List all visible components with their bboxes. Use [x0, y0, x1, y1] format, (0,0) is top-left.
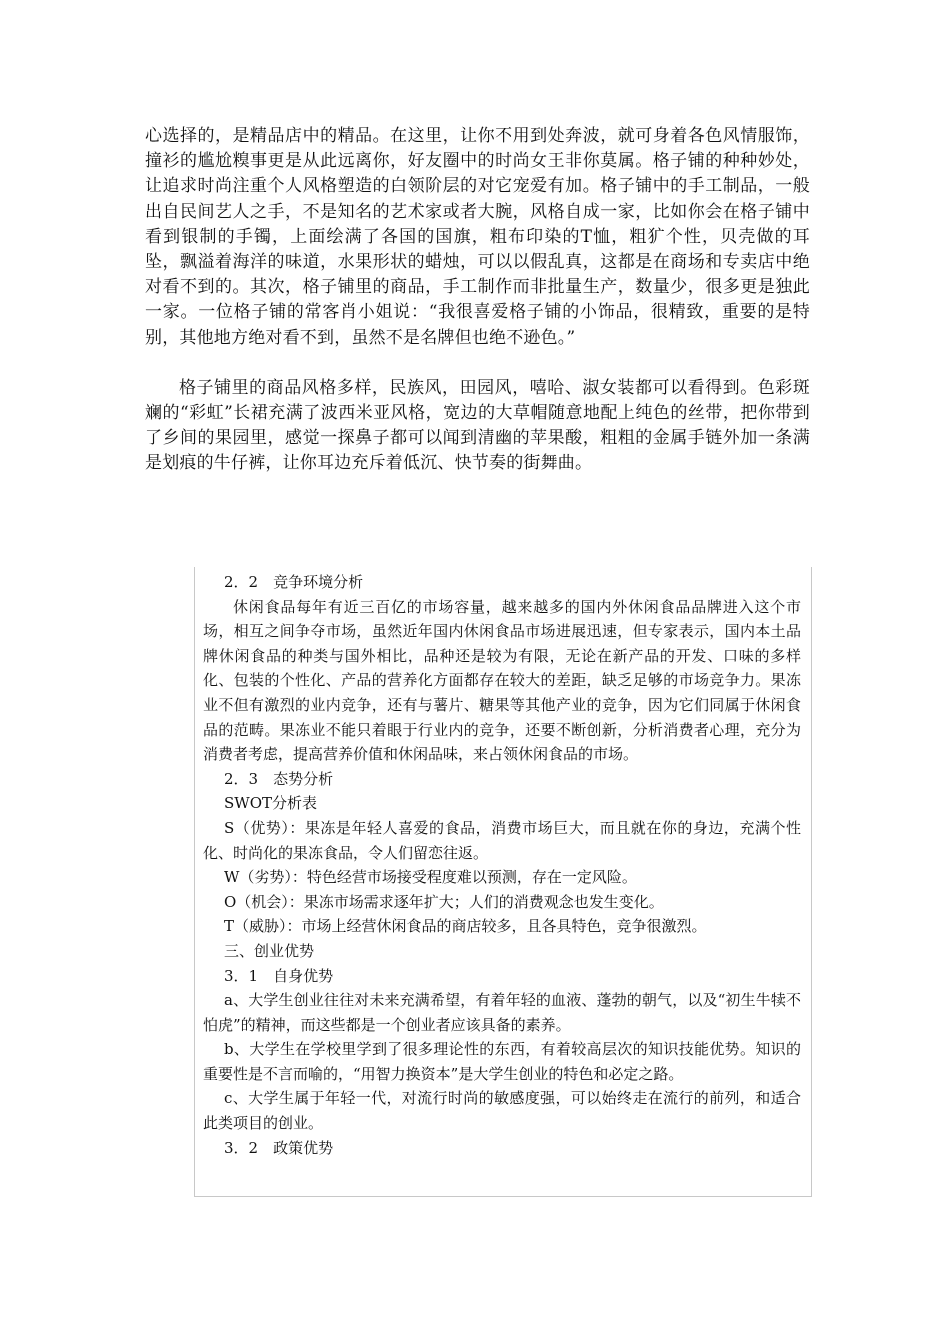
body-paragraph-1: 心选择的，是精品店中的精品。在这里，让你不用到处奔波，就可身着各色风情服饰，撞衫的尴尬糗事更是从此远离你，好友圈中的时尚女王非你莫属。格子铺的种种妙处，让追求时尚注重个人风格塑造的白领阶层的对它宠爱有加。格子铺中的手工制品，一般出自民间艺人之手，不是知名的艺术家或者大腕，风格自成一家，比如你会在格子铺中看到银制的手镯，上面绘满了各国的国旗，粗布印染的T恤，粗犷个性，贝壳做的耳坠，飘溢着海洋的味道，水果形状的蜡烛，可以以假乱真，这都是在商场和专卖店中绝对看不到的。其次，格子铺里的商品，手工制作而非批量生产，数量少，很多更是独此一家。一位格子铺的常客肖小姐说：“我很喜爱格子铺的小饰品，很精致，重要的是特别，其他地方绝对看不到，虽然不是名牌但也绝不逊色。” [145, 126, 810, 348]
framed-text-content [203, 570, 801, 1160]
advantage-c: c、大学生属于年轻一代，对流行时尚的敏感度强，可以始终走在流行的前列，和适合此类项目的创业。 [203, 1089, 801, 1133]
advantage-a: a、大学生创业往往对未来充满希望，有着年轻的血液、蓬勃的朝气，以及“初生牛犊不怕虎”的精神，而这些都是一个创业者应该具备的素养。 [203, 991, 801, 1034]
swot-title: SWOT分析表 [224, 794, 317, 813]
swot-threats: T（威胁）：市场上经营休闲食品的商店较多，且各具特色，竞争很激烈。 [224, 917, 707, 936]
heading-3-1: 3．1 自身优势 [224, 966, 334, 985]
body-paragraph-2: 格子铺里的商品风格多样，民族风，田园风，嘻哈、淑女装都可以看得到。色彩斑斓的“彩虹”长裙充满了波西米亚风格，宽边的大草帽随意地配上纯色的丝带，把你带到了乡间的果园里，感觉一探鼻子都可以闻到清幽的苹果酸，粗粗的金属手链外加一条满是划痕的牛仔裤，让你耳边充斥着低沉、快节奏的街舞曲。 [145, 377, 810, 474]
heading-2-2: 2．2 竞争环境分析 [224, 573, 364, 591]
swot-weaknesses: W（劣势）：特色经营市场接受程度难以预测，存在一定风险。 [224, 868, 637, 887]
framed-text-box [194, 567, 812, 1197]
heading-2-3: 2．3 态势分析 [224, 769, 334, 788]
paragraph-2-2: 休闲食品每年有近三百亿的市场容量，越来越多的国内外休闲食品品牌进入这个市场，相互之间争夺市场，虽然近年国内休闲食品市场进展迅速，但专家表示，国内本土品牌休闲食品的种类与国外相比，品种还是较为有限，无论在新产品的开发、口味的多样化、包装的个性化、产品的营养化方面都存在较大的差距，缺乏足够的市场竞争力。果冻业不但有激烈的业内竞争，还有与薯片、糖果等其他产业的竞争，因为它们同属于休闲食品的范畴。果冻业不能只着眼于行业内的竞争，还要不断创新，分析消费者心理，充分为消费者考虑，提高营养价值和休闲品味，来占领休闲食品的市场。 [203, 597, 801, 764]
heading-3-2: 3．2 政策优势 [224, 1138, 334, 1157]
swot-strengths: S（优势）：果冻是年轻人喜爱的食品，消费市场巨大，而且就在你的身边，充满个性化、时尚化的果冻食品，令人们留恋往返。 [203, 818, 801, 862]
swot-opportunities: O（机会）：果冻市场需求逐年扩大；人们的消费观念也发生变化。 [224, 892, 664, 911]
heading-3: 三、创业优势 [224, 941, 315, 960]
advantage-b: b、大学生在学校里学到了很多理论性的东西，有着较高层次的知识技能优势。知识的重要性是不言而喻的，“用智力换资本”是大学生创业的特色和必定之路。 [203, 1040, 801, 1083]
body-text-section [145, 124, 810, 477]
